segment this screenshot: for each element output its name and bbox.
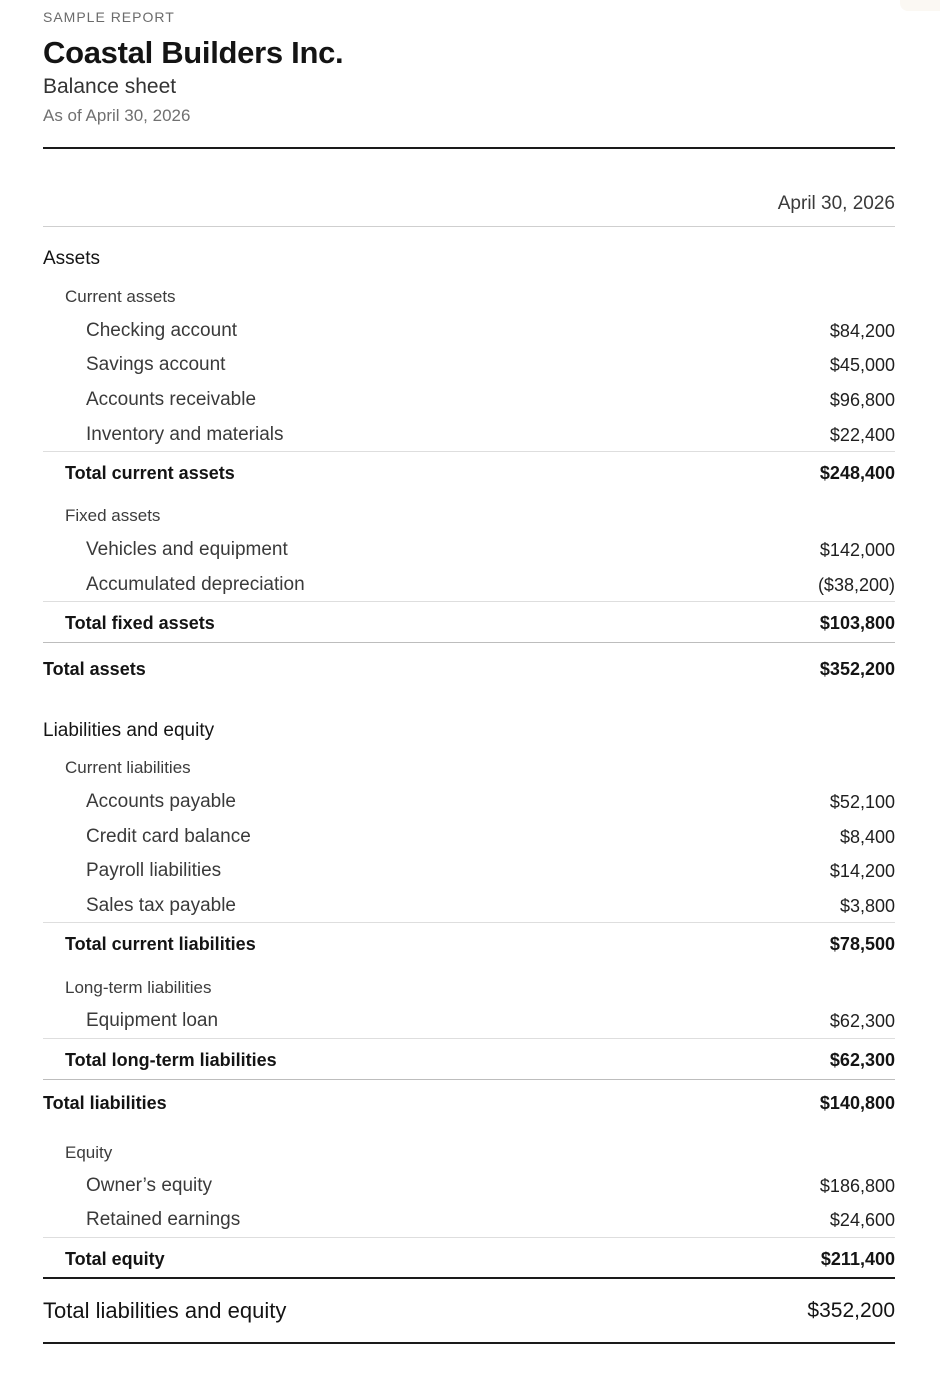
section-heading-liabilities-equity (43, 716, 895, 746)
subtotal-divider (43, 601, 895, 602)
line-item-amount: $142,000 (819, 540, 895, 560)
subtotal-divider (43, 451, 895, 452)
header-divider (43, 147, 895, 149)
column-header-divider (43, 226, 895, 227)
line-item-accounts-payable (43, 787, 895, 817)
subtotal-divider (43, 1038, 895, 1039)
total-amount: $352,200 (819, 659, 895, 679)
subtotal-amount: $103,800 (819, 613, 895, 633)
line-item-label: Equipment loan (86, 1010, 219, 1031)
line-item-vehicles-equipment (43, 535, 895, 565)
line-item-label: Checking account (86, 320, 238, 341)
line-item-amount: $96,800 (829, 390, 895, 410)
line-item-label: Sales tax payable (86, 895, 236, 916)
group-label: Fixed assets (65, 506, 161, 525)
grand-total-divider-bottom (43, 1342, 895, 1344)
line-item-amount: $62,300 (829, 1011, 895, 1031)
line-item-savings-account (43, 350, 895, 380)
line-item-label: Retained earnings (86, 1209, 241, 1230)
section-heading-assets (43, 244, 895, 274)
line-item-amount: $3,800 (839, 896, 895, 916)
group-label: Equity (65, 1143, 113, 1162)
section-label: Liabilities and equity (43, 720, 215, 741)
subtotal-label: Total current assets (65, 463, 235, 483)
line-item-amount: $24,600 (829, 1210, 895, 1230)
group-heading-long-term-liabilities (43, 973, 895, 1003)
subtotal-label: Total equity (65, 1249, 165, 1269)
grand-total-liabilities-equity (43, 1296, 895, 1326)
subtotal-label: Total current liabilities (65, 934, 256, 954)
subtotal-amount: $211,400 (820, 1249, 895, 1269)
line-item-retained-earnings (43, 1205, 895, 1235)
total-divider (43, 1079, 895, 1080)
group-label: Current liabilities (65, 758, 191, 777)
line-item-label: Credit card balance (86, 826, 251, 847)
line-item-label: Accounts receivable (86, 389, 257, 410)
column-header-date: April 30, 2026 (777, 193, 895, 214)
subtotal-label: Total long-term liabilities (65, 1050, 277, 1070)
subtotal-current-assets (43, 458, 895, 488)
line-item-label: Owner’s equity (86, 1175, 213, 1196)
line-item-checking-account (43, 316, 895, 346)
total-divider (43, 642, 895, 643)
total-amount: $140,800 (819, 1093, 895, 1113)
subtotal-divider (43, 922, 895, 923)
line-item-amount: ($38,200) (817, 575, 895, 595)
subtotal-fixed-assets (43, 608, 895, 638)
total-label: Total liabilities (43, 1093, 167, 1113)
section-label: Assets (43, 248, 101, 269)
line-item-amount: $186,800 (819, 1176, 895, 1196)
line-item-sales-tax-payable (43, 891, 895, 921)
report-title: Balance sheet (43, 75, 177, 98)
line-item-equipment-loan (43, 1006, 895, 1036)
subtotal-long-term-liabilities (43, 1045, 895, 1075)
line-item-accumulated-depreciation (43, 570, 895, 600)
group-label: Long-term liabilities (65, 978, 212, 997)
line-item-accounts-receivable (43, 385, 895, 415)
line-item-amount: $8,400 (839, 827, 895, 847)
subtotal-amount: $248,400 (819, 463, 895, 483)
line-item-amount: $52,100 (829, 792, 895, 812)
group-heading-current-liabilities (43, 753, 895, 783)
line-item-label: Inventory and materials (86, 424, 284, 445)
company-name: Coastal Builders Inc. (43, 35, 344, 70)
subtotal-divider (43, 1237, 895, 1238)
line-item-amount: $45,000 (829, 355, 895, 375)
line-item-amount: $22,400 (829, 425, 895, 445)
line-item-payroll-liabilities (43, 856, 895, 886)
subtotal-current-liabilities (43, 929, 895, 959)
group-label: Current assets (65, 287, 176, 306)
subtotal-equity (43, 1244, 895, 1274)
group-heading-current-assets (43, 282, 895, 312)
grand-total-amount: $352,200 (807, 1299, 895, 1322)
line-item-amount: $84,200 (829, 321, 895, 341)
total-assets (43, 654, 895, 684)
line-item-label: Accounts payable (86, 791, 236, 812)
line-item-label: Accumulated depreciation (86, 574, 305, 595)
subtotal-amount: $62,300 (829, 1050, 895, 1070)
group-heading-equity (43, 1138, 895, 1168)
total-label: Total assets (43, 659, 146, 679)
grand-total-label: Total liabilities and equity (43, 1298, 287, 1323)
line-item-amount: $14,200 (829, 861, 895, 881)
corner-tab (900, 0, 940, 11)
grand-total-divider-top (43, 1277, 895, 1279)
group-heading-fixed-assets (43, 501, 895, 531)
subtotal-label: Total fixed assets (65, 613, 215, 633)
total-liabilities (43, 1088, 895, 1118)
line-item-inventory (43, 420, 895, 450)
subtotal-amount: $78,500 (829, 934, 895, 954)
line-item-label: Savings account (86, 354, 226, 375)
report-eyebrow: SAMPLE REPORT (43, 9, 175, 25)
line-item-label: Vehicles and equipment (86, 539, 288, 560)
line-item-label: Payroll liabilities (86, 860, 222, 881)
line-item-owners-equity (43, 1171, 895, 1201)
report-date: As of April 30, 2026 (43, 106, 191, 125)
line-item-credit-card-balance (43, 822, 895, 852)
